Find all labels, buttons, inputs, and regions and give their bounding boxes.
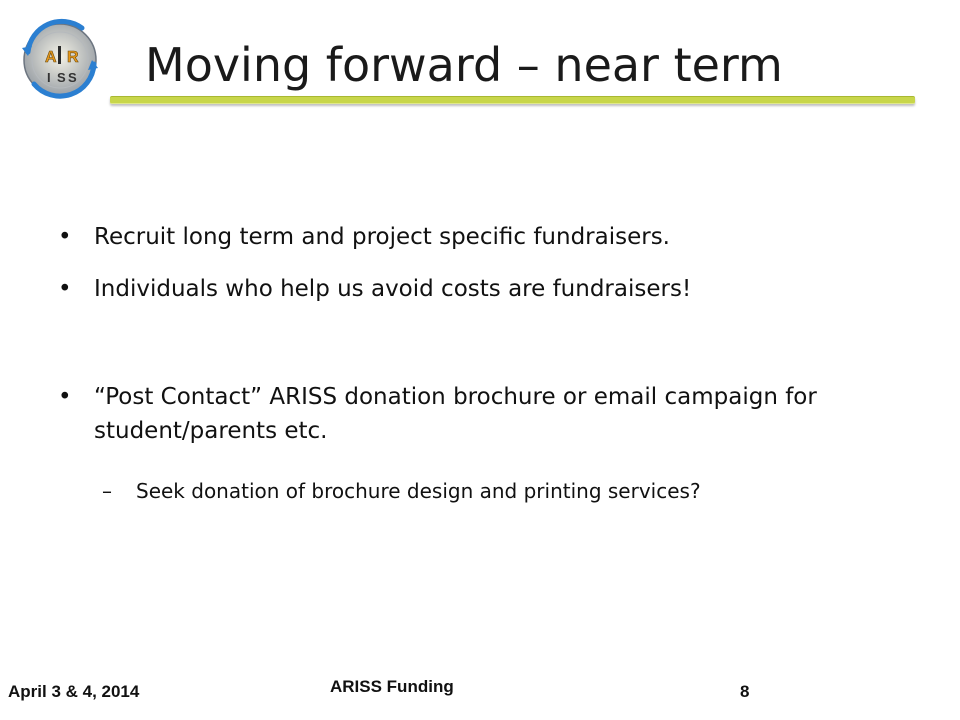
svg-text:S: S	[57, 70, 66, 85]
bullet-text: “Post Contact” ARISS donation brochure or email campaign for student/parents etc.	[94, 384, 817, 444]
svg-text:A: A	[45, 49, 57, 66]
bullet-item	[58, 220, 898, 254]
bullet-item	[58, 272, 918, 306]
sub-bullet-marker: –	[102, 479, 112, 503]
footer-date: April 3 & 4, 2014	[8, 682, 140, 701]
bullet-text: Recruit long term and project specific fundraisers.	[94, 224, 670, 250]
ariss-logo-icon	[12, 12, 104, 104]
ariss-logo-graphic	[12, 12, 104, 104]
svg-text:S: S	[68, 70, 77, 85]
bullet-text: Individuals who help us avoid costs are fundraisers!	[94, 276, 692, 302]
sub-bullet-text: Seek donation of brochure design and printing services?	[136, 479, 701, 503]
slide-title: Moving forward – near term	[145, 38, 783, 92]
bullet-item	[58, 380, 858, 448]
bullet-marker: •	[58, 384, 72, 410]
bullet-marker: •	[58, 276, 72, 302]
bullet-marker: •	[58, 224, 72, 250]
page-number: 8	[740, 682, 750, 701]
svg-text:I: I	[47, 70, 51, 85]
svg-text:R: R	[67, 49, 79, 66]
sub-bullet-item	[102, 476, 902, 506]
title-underline	[110, 96, 915, 104]
footer-title: ARISS Funding	[330, 677, 454, 696]
